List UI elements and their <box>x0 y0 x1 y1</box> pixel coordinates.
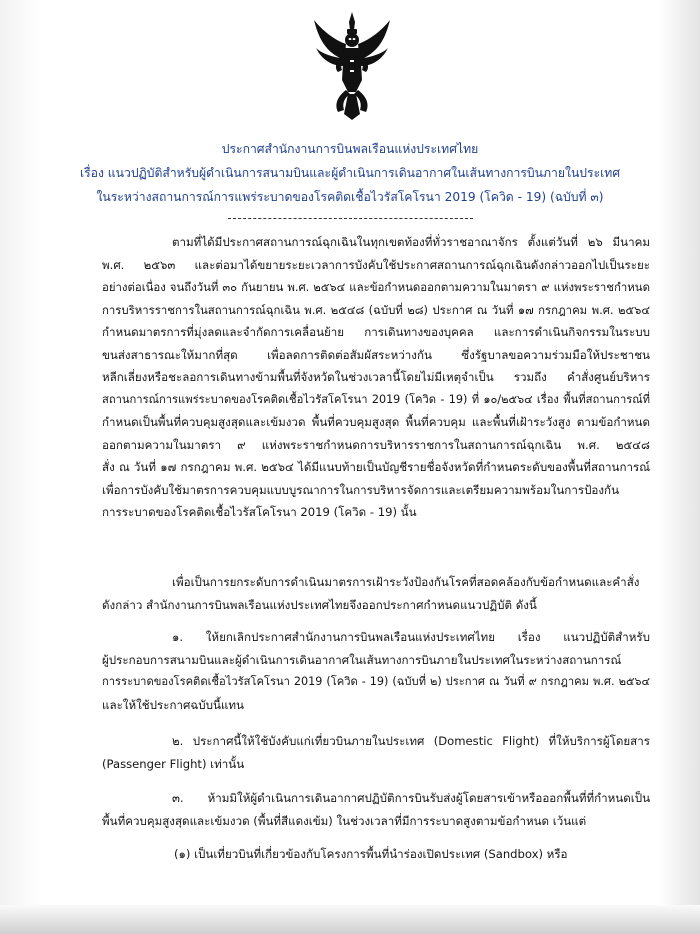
document-subject-line-1: เรื่อง แนวปฏิบัติสำหรับผู้ดำเนินการสนามบินและผู้ดำเนินการเดินอากาศในเส้นทางการบินภายในประเทศ <box>79 166 621 180</box>
paragraph-1 <box>102 231 650 524</box>
paragraph-line: ขนส่งสาธารณะให้มากที่สุด เพื่อลดการติดต่อสัมผัสระหว่างกัน ซึ่งรัฐบาลขอความร่วมมือให้ประชาชน <box>102 347 650 362</box>
paragraph-line: การระบาดของโรคติดเชื้อไวรัสโคโรนา 2019 (โควิด - 19) (ฉบับที่ ๒) ประกาศ ณ วันที่ ๙ กรกฎาคม พ.ศ. ๒๕๖๔ <box>102 675 650 688</box>
document-subject-line-2: ในระหว่างสถานการณ์การแพร่ระบาดของโรคติดเชื้อไวรัสโคโรนา 2019 (โควิด - 19) (ฉบับที่ ๓) <box>96 190 604 204</box>
clause-2 <box>102 730 650 775</box>
paragraph-line: ผู้ประกอบการสนามบินและผู้ดำเนินการเดินอากาศในเส้นทางการบินภายในประเทศในระหว่างสถานการณ์ <box>102 652 622 667</box>
paragraph-line: และให้ใช้ประกาศฉบับนี้แทน <box>102 697 244 712</box>
paragraph-line: สถานการณ์การแพร่ระบาดของโรคติดเชื้อไวรัสโคโรนา 2019 (โควิด - 19) ที่ ๑๐/๒๕๖๔ เรื่อง พื้นที่สถานการณ์ที่ <box>102 392 650 406</box>
paragraph-line: (๑) เป็นเที่ยวบินที่เกี่ยวข้องกับโครงการพื้นที่นำร่องเปิดประเทศ (Sandbox) หรือ <box>174 847 568 861</box>
paragraph-line: กำหนดเป็นพื้นที่ควบคุมสูงสุดและเข้มงวด พื้นที่ควบคุมสูงสุด พื้นที่ควบคุม และพื้นที่เฝ้าระวังสูง ตามข้อกำหนด <box>102 415 650 429</box>
paragraph-line: ตามที่ได้มีประกาศสถานการณ์ฉุกเฉินในทุกเขตท้องที่ทั่วราชอาณาจักร ตั้งแต่วันที่ ๒๖ มีนาคม <box>172 235 650 249</box>
paragraph-2 <box>102 571 650 616</box>
paragraph-line: หลีกเลี่ยงหรือชะลอการเดินทางข้ามพื้นที่จังหวัดในช่วงเวลานี้โดยไม่มีเหตุจำเป็น รวมถึง คำสั่งศูนย์บริหาร <box>102 370 650 384</box>
separator-line <box>228 218 473 219</box>
paragraph-line: พื้นที่ควบคุมสูงสุดและเข้มงวด (พื้นที่สีแดงเข้ม) ในช่วงเวลาที่มีการระบาดสูงตามข้อกำหนด เว้นแต่ <box>102 813 587 828</box>
paragraph-line: การบริหารราชการในสถานการณ์ฉุกเฉิน พ.ศ. ๒๕๔๘ (ฉบับที่ ๒๘) ประกาศ ณ วันที่ ๑๗ กรกฎาคม พ.ศ. ๒๕๖๔ <box>102 302 650 317</box>
paragraph-line: ๓. ห้ามมิให้ผู้ดำเนินการเดินอากาศปฏิบัติการบินรับส่งผู้โดยสารเข้าหรือออกพื้นที่ที่กำหนดเป็น <box>172 791 650 805</box>
garuda-emblem-icon <box>310 10 394 120</box>
paragraph-line: อย่างต่อเนื่อง จนถึงวันที่ ๓๐ กันยายน พ.ศ. ๒๕๖๔ และข้อกำหนดออกตามความในมาตรา ๙ แห่งพระราชกำหนด <box>102 280 650 294</box>
paragraph-line: (Passenger Flight) เท่านั้น <box>102 756 245 771</box>
paragraph-line: ๒. ประกาศนี้ให้ใช้บังคับแก่เที่ยวบินภายในประเทศ (Domestic Flight) ที่ให้บริการผู้โดยสาร <box>172 734 650 748</box>
paragraph-line: ดังกล่าว สำนักงานการบินพลเรือนแห่งประเทศไทยจึงออกประกาศกำหนดแนวปฏิบัติ ดังนี้ <box>102 597 537 612</box>
clause-3-sub-1 <box>102 843 650 866</box>
paragraph-line: พ.ศ. ๒๕๖๓ และต่อมาได้ขยายระยะเวลาการบังคับใช้ประกาศสถานการณ์ฉุกเฉินดังกล่าวออกไปเป็นระยะ <box>102 257 650 272</box>
paragraph-line: สั่ง ณ วันที่ ๑๗ กรกฎาคม พ.ศ. ๒๕๖๔ ได้มีแนบท้ายเป็นบัญชีรายชื่อจังหวัดที่กำหนดระดับของพื้นที่สถานการณ์ <box>102 460 650 474</box>
paragraph-line: เพื่อการบังคับใช้มาตรการควบคุมแบบบูรณาการในการบริหารจัดการและเตรียมความพร้อมในการป้องกัน <box>102 482 619 497</box>
paragraph-line: กำหนดมาตรการที่มุ่งลดและจำกัดการเคลื่อนย้าย การเดินทางของบุคคล และการดำเนินกิจกรรมในระบบ <box>102 325 650 339</box>
document-title: ประกาศสำนักงานการบินพลเรือนแห่งประเทศไทย <box>221 142 479 156</box>
paragraph-line: ๑. ให้ยกเลิกประกาศสำนักงานการบินพลเรือนแห่งประเทศไทย เรื่อง แนวปฏิบัติสำหรับ <box>172 630 650 644</box>
paragraph-line: เพื่อเป็นการยกระดับการดำเนินมาตรการเฝ้าระวังป้องกันโรคที่สอดคล้องกับข้อกำหนดและคำสั่ง <box>172 575 640 589</box>
clause-1 <box>102 626 650 716</box>
paragraph-line: การระบาดของโรคติดเชื้อไวรัสโคโรนา 2019 (โควิด - 19) นั้น <box>102 505 417 519</box>
page-bottom-edge <box>0 905 700 934</box>
paragraph-line: ออกตามความในมาตรา ๙ แห่งพระราชกำหนดการบริหารราชการในสถานการณ์ฉุกเฉิน พ.ศ. ๒๕๔๘ <box>102 437 650 452</box>
clause-3 <box>102 787 650 832</box>
